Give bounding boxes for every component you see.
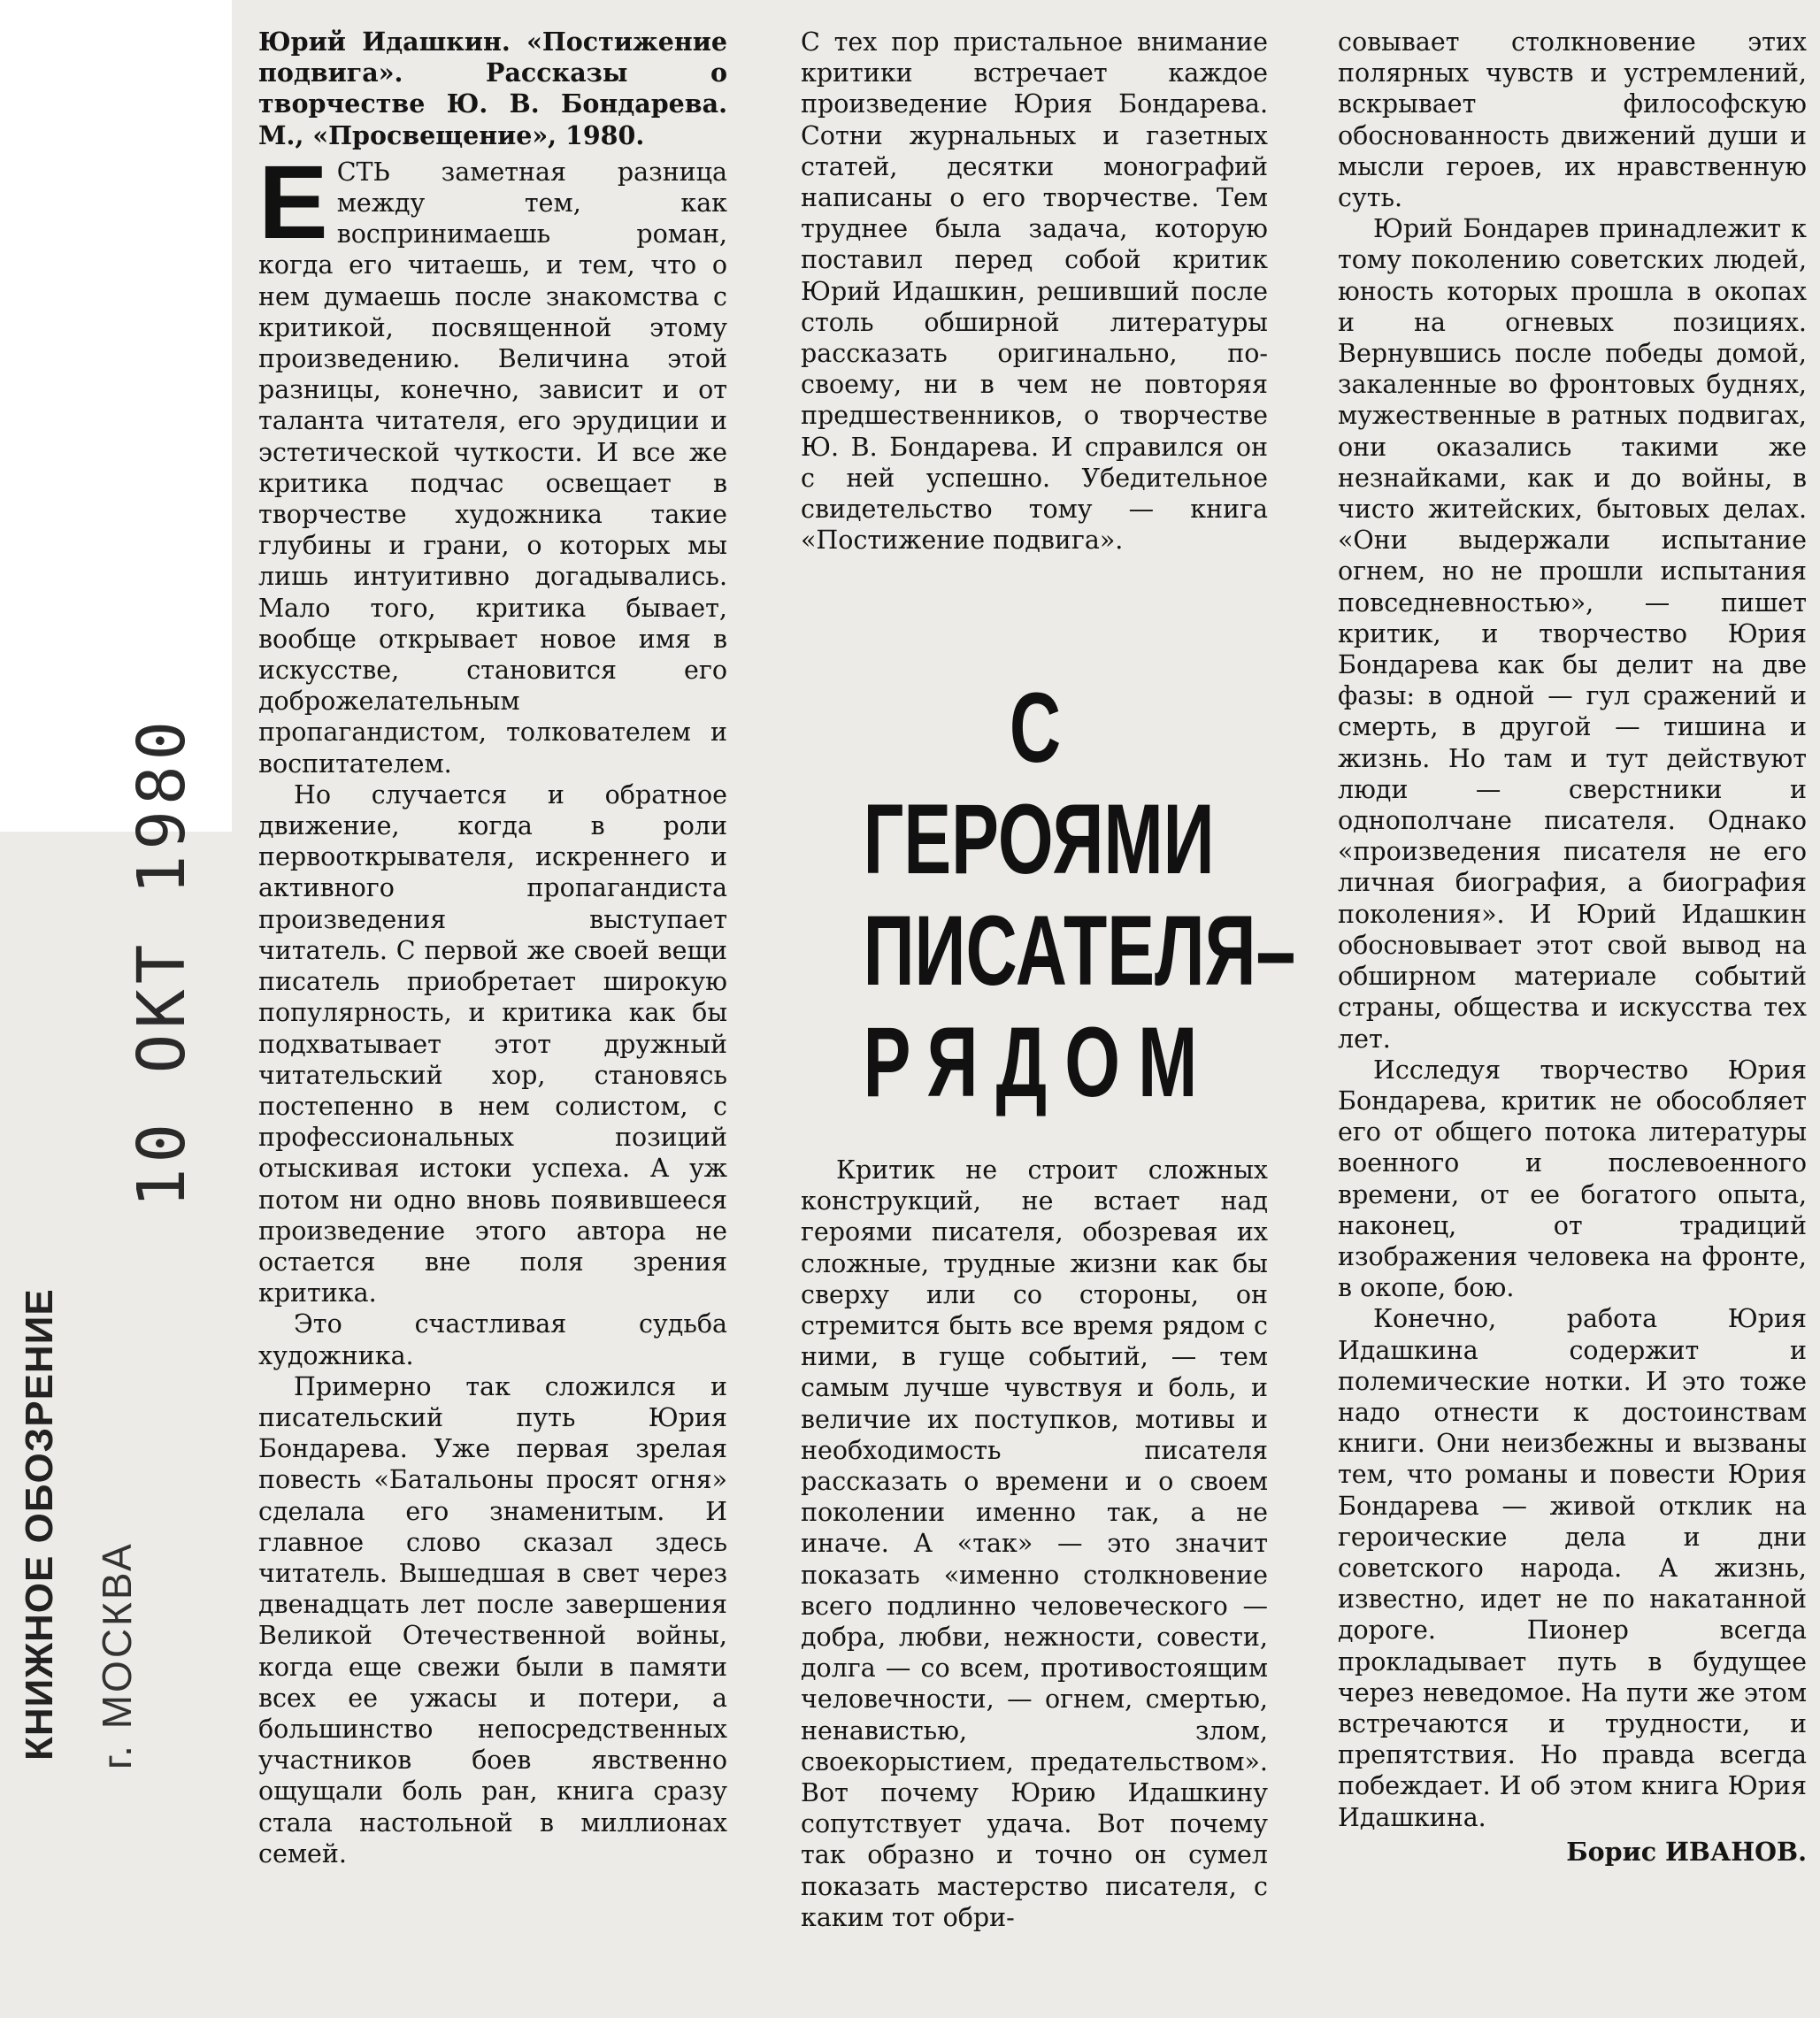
paragraph: Исследуя творчество Юрия Бондарева, критик не обособляет его от общего потока литературы военного и послевоенного времени, от ее богатого опыта, наконец, от традиций изображения человека на фронте, в окопе, бою. [1338, 1055, 1807, 1303]
article-column-1 [258, 27, 727, 1869]
headline [796, 672, 1296, 1118]
paragraph-text: СТЬ заметная разница между тем, как воспринимаешь роман, когда его читаешь, и тем, что о нем думаешь после знакомства с критикой, посвященной этому произведению. Величина этой разницы, конечно, зависит и от таланта читателя, его эрудиции и эстетической чуткости. И все же критика подчас освещает в творчестве художника такие глубины и грани, о которых мы лишь интуитивно догадывались. Мало того, критика бывает, вообще открывает новое имя в искусстве, становится его доброжелательным пропагандистом, толкователем и воспитателем. [258, 157, 727, 779]
dropcap: Е [258, 143, 328, 261]
stamp-source: КНИЖНОЕ ОБОЗРЕНИЕ [18, 1288, 61, 1761]
stamp-city: г. МОСКВА [94, 1541, 140, 1769]
bibliography: Юрий Идашкин. «Постижение подвига». Рассказы о творчестве Ю. В. Бондарева. М., «Просвещение», 1980. [258, 27, 727, 150]
paragraph: Юрий Бондарев принадлежит к тому поколению советских людей, юность которых прошла в окопах и на огневых позициях. Вернувшись после победы домой, закаленные во фронтовых буднях, мужественные в ратных подвигах, они оказались такими же незнайками, как и до войны, в чисто житейских, бытовых делах. «Они выдержали испытание огнем, но не прошли испытания повседневностью», — пишет критик, и творчество Юрия Бондарева как бы делит на две фазы: в одной — гул сражений и смерть, в другой — тишина и жизнь. Но там и тут действуют люди — сверстники и однополчане писателя. Однако «произведения писателя не его личная биография, а биография поколения». И Юрий Идашкин обосновывает этот свой вывод на обширном материале событий страны, общества и искусства тех лет. [1338, 214, 1807, 1054]
blank-margin [0, 0, 232, 832]
article-column-3 [1338, 27, 1807, 1868]
paragraph: совывает столкновение этих полярных чувств и устремлений, вскрывает философскую обоснованность движений души и мысли героев, их нравственную суть. [1338, 27, 1807, 213]
paragraph: С тех пор пристальное внимание критики встречает каждое произведение Юрия Бондарева. Сотни журнальных и газетных статей, десятки монографий написаны о его творчестве. Тем труднее была задача, которую поставил перед собой критик Юрий Идашкин, решивший после столь обширной литературы рассказать оригинально, по-своему, ни в чем не повторяя предшественников, о творчестве Ю. В. Бондарева. И справился он с ней успешно. Убедительное свидетельство тому — книга «Постижение подвига». [801, 27, 1268, 556]
paragraph: Критик не строит сложных конструкций, не встает над героями писателя, обозревая их сложные, трудные жизни как бы сверху или со стороны, он стремится быть все время рядом с ними, в гуще событий, — тем самым лучше чувствуя и боль, и величие их поступков, мотивы и необходимость писателя рассказать о времени и о своем поколении именно так, а не иначе. А «так» — это значит показать «именно столкновение всего подлинно человеческого — добра, любви, нежности, совести, долга — со всем, противостоящим человечности, — огнем, смертью, ненавистью, злом, своекорыстием, предательством». Вот почему Юрию Идашкину сопутствует удача. Вот почему так образно и точно он сумел показать мастерство писателя, с каким тот обри- [801, 1155, 1268, 1932]
paragraph: Конечно, работа Юрия Идашкина содержит и полемические нотки. И это тоже надо отнести к достоинствам книги. Они неизбежны и вызваны тем, что романы и повести Юрия Бондарева — живой отклик на героические дела и дни советского народа. А жизнь, известно, идет не по накатанной дороге. Пионер всегда прокладывает путь в будущее через неведомое. На пути же этом встречаются и трудности, и препятствия. Но правда всегда побеждает. И об этом книга Юрия Идашкина. [1338, 1304, 1807, 1832]
paragraph: Примерно так сложился и писательский путь Юрия Бондарева. Уже первая зрелая повесть «Батальоны просят огня» сделала его знаменитым. И главное слово сказал здесь читатель. Вышедшая в свет через двенадцать лет после завершения Великой Отечественной войны, когда еще свежи были в памяти всех ее ужасы и потери, а большинство непосредственных участников боев явственно ощущали боль ран, книга сразу стала настольной в миллионах семей. [258, 1371, 727, 1868]
headline-line-2: ПИСАТЕЛЯ– [863, 895, 1296, 1006]
headline-line-1: С ГЕРОЯМИ [863, 672, 1215, 894]
lead-paragraph [258, 143, 727, 779]
paragraph: Но случается и обратное движение, когда в роли первооткрывателя, искреннего и активного пропагандиста произведения выступает читатель. С первой же своей вещи писатель приобретает широкую популярность, и критика как бы подхватывает этот дружный читательский хор, становясь постепенно в нем солистом, с профессиональных позиций отыскивая истоки успеха. А уж потом ни одно вновь появившееся произведение этого автора не остается вне поля зрения критика. [258, 779, 727, 1308]
author-signature: Борис ИВАНОВ. [1566, 1836, 1807, 1867]
headline-line-3: РЯДОМ [863, 1007, 1216, 1117]
stamp-date: 10 ОКТ 1980 [124, 715, 200, 1208]
article-column-2-bottom [801, 1155, 1268, 1933]
article-column-2-top [801, 27, 1268, 556]
paragraph: Это счастливая судьба художника. [258, 1309, 727, 1370]
